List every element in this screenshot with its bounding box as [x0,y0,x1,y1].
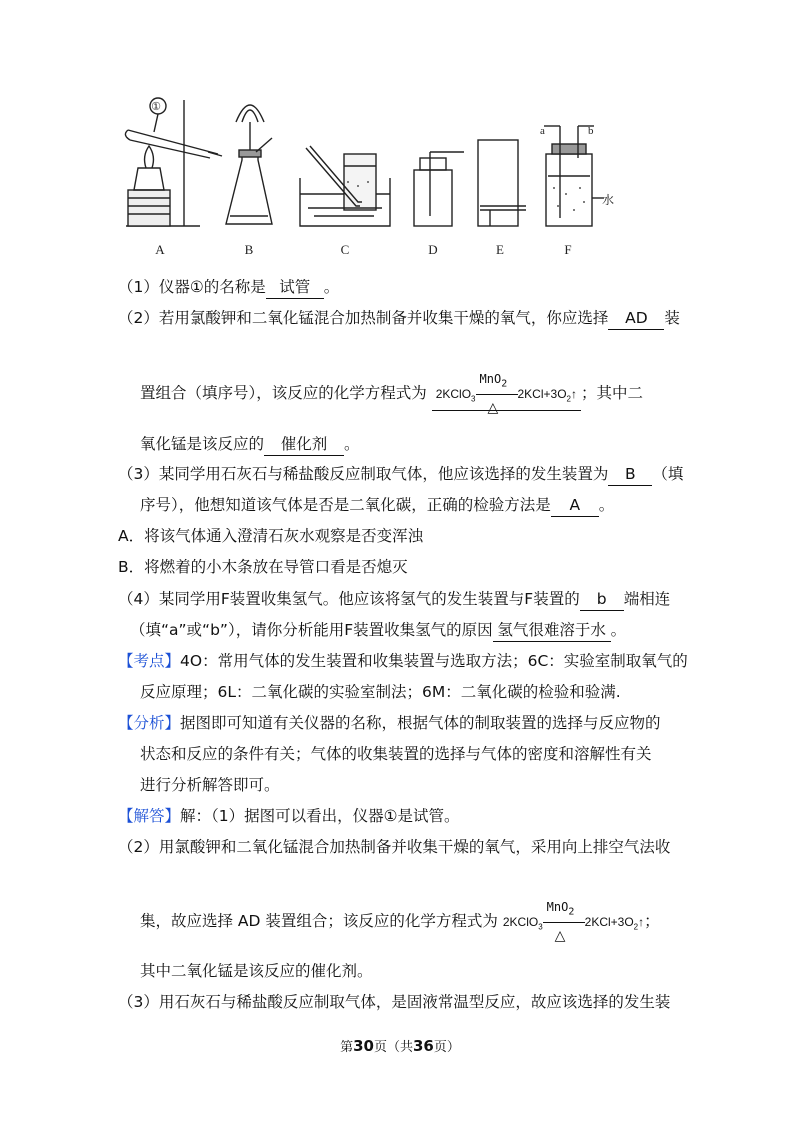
label-c: C [340,242,350,257]
page-footer: 第30页（共36页） [340,1037,460,1055]
label-f: F [564,242,572,257]
q3-line-1: （3）某同学用石灰石与稀盐酸反应制取气体，他应该选择的发生装置为 B （填 [118,463,683,486]
jieda-line-5: （3）用石灰石与稀盐酸反应制取气体，是固液常温型反应，故应该选择的发生装 [118,993,671,1011]
marker-label: ① [151,101,161,113]
q2-answer-1: AD [608,307,664,330]
q2-answer-3: 催化剂 [264,433,344,456]
q3-answer-1: B [608,463,652,486]
q4-line-1: （4）某同学用F装置收集氢气。他应该将氢气的发生装置与F装置的 b 端相连 [118,588,670,611]
label-d: D [428,242,438,257]
q4-answer-1: b [580,588,624,611]
jieda-line-4: 其中二氧化锰是该反应的催化剂。 [140,962,373,980]
q1-answer: 试管 [266,276,324,299]
kaodian-line-1: 【考点】4O：常用气体的发生装置和收集装置与选取方法；6C：实验室制取氧气的 [118,652,688,670]
q3-line-2: 序号），他想知道该气体是否是二氧化碳，正确的检验方法是 A 。 [140,494,614,517]
q2-line-1: （2）若用氯酸钾和二氧化锰混合加热制备并收集干燥的氧气，你应选择 AD 装 [118,307,680,330]
jieda-tag: 【解答】 [118,807,181,825]
q2-line-2: 置组合（填序号），该反应的化学方程式为 2KClO$_3$ MnO$_2$ △ $2KCl+3O_2↑$ ；其中二 [140,372,643,415]
jieda-line-3: 集，故应选择 AD 装置组合；该反应的化学方程式为 2KClO$_3$ MnO$_2$ △ $2KCl+3O_2↑$； [140,900,660,943]
tube-a-label: a [540,125,545,137]
q2-line-3: 氧化锰是该反应的 催化剂 。 [140,433,360,456]
q2-equation: 2KClO$_3$ MnO$_2$ △ $2KCl+3O_2↑$ [432,383,581,411]
kaodian-tag: 【考点】 [118,652,181,670]
label-e: E [496,242,504,257]
tube-b-label: b [588,125,594,137]
apparatus-figure [118,94,618,264]
q1-line: （1）仪器①的名称是 试管 。 [118,276,339,299]
label-a: A [155,242,165,257]
jieda-line-1: 【解答】解：（1）据图可以看出，仪器①是试管。 [118,807,460,825]
fenxi-tag: 【分析】 [118,714,181,732]
label-b: B [244,242,254,257]
fenxi-line-3: 进行分析解答即可。 [140,776,280,794]
page-total: 36 [413,1037,434,1055]
q3-answer-2: A [551,494,599,517]
jieda-equation: 2KClO$_3$ MnO$_2$ △ $2KCl+3O_2↑$ [502,900,645,943]
jieda-line-2: （2）用氯酸钾和二氧化锰混合加热制备并收集干燥的氧气，采用向上排空气法收 [118,838,671,856]
q4-answer-2: 氢气很难溶于水 [493,619,611,642]
q3-option-a: A．将该气体通入澄清石灰水观察是否变浑浊 [118,527,424,545]
page-number: 30 [353,1037,374,1055]
kaodian-line-2: 反应原理；6L：二氧化碳的实验室制法；6M：二氧化碳的检验和验满. [140,683,621,701]
q4-line-2: （填“a”或“b”），请你分析能用F装置收集氢气的原因 氢气很难溶于水 。 [130,619,626,642]
q3-option-b: B．将燃着的小木条放在导管口看是否熄灭 [118,558,408,576]
fenxi-line-1: 【分析】据图即可知道有关仪器的名称，根据气体的制取装置的选择与反应物的 [118,714,661,732]
water-label: 水 [602,193,615,207]
fenxi-line-2: 状态和反应的条件有关；气体的收集装置的选择与气体的密度和溶解性有关 [140,745,652,763]
